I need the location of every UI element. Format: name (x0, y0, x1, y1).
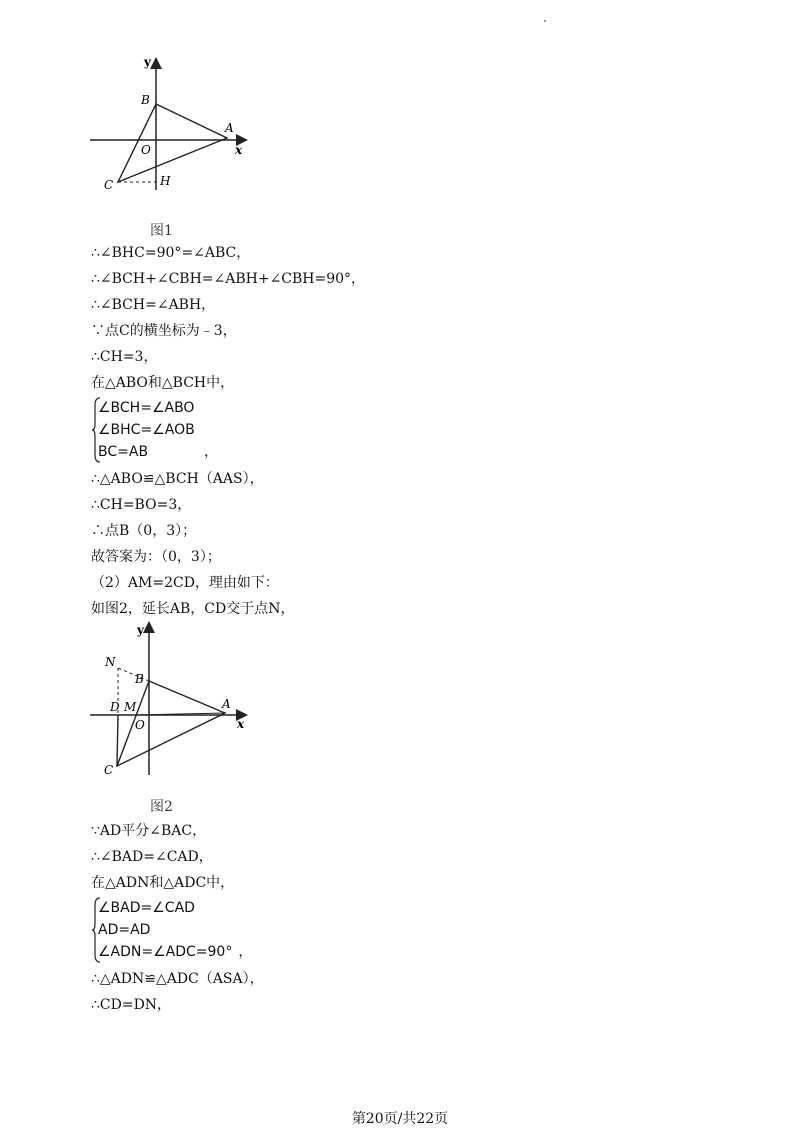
label-y: y (144, 55, 151, 69)
proof-line: ∴△ABO≌△BCH（AAS）， (91, 471, 264, 487)
proof-line: ∴CH=3， (91, 349, 158, 365)
system-row: ∠BCH=∠ABO (98, 400, 195, 416)
equation-system-2 (91, 897, 291, 963)
dashed-bn (118, 668, 149, 681)
equation-system-1 (91, 397, 291, 463)
label-c: C (104, 763, 114, 777)
page-footer: 第20页/共22页 (351, 1111, 449, 1127)
label-a: A (225, 121, 234, 135)
system-row: AD=AD (98, 922, 151, 938)
proof-line: ∵点C的横坐标为﹣3， (91, 323, 237, 339)
figure-2-diagram (85, 618, 260, 783)
left-brace (91, 397, 101, 463)
label-b: B (135, 672, 144, 686)
label-x: x (235, 143, 243, 157)
label-b: B (141, 93, 150, 107)
label-o: O (135, 718, 145, 732)
system-trail: ， (238, 944, 253, 960)
proof-line: ∴∠BAD=∠CAD， (91, 849, 213, 865)
system-row: ∠BAD=∠CAD (98, 900, 195, 916)
label-h: H (160, 174, 171, 188)
proof-line: ∴△ADN≌△ADC（ASA）， (91, 971, 264, 987)
label-x: x (237, 717, 245, 731)
label-o: O (141, 143, 151, 157)
triangle-abc (118, 104, 227, 182)
proof-line: ∴∠BCH=∠ABH， (91, 297, 216, 313)
system-row: ∠ADN=∠ADC=90° ， (98, 944, 253, 960)
proof-line: ∴CH=BO=3， (91, 497, 192, 513)
stray-mark (544, 20, 546, 22)
proof-line: 在△ABO和△BCH中， (91, 375, 235, 391)
triangle-abc (117, 681, 225, 766)
label-n: N (105, 655, 116, 669)
figure-2-caption: 图2 (150, 799, 173, 815)
label-y: y (137, 623, 144, 637)
label-c: C (104, 178, 114, 192)
segment-dc (117, 715, 118, 766)
left-brace (91, 897, 101, 963)
proof-line: 如图2，延长AB，CD交于点N， (91, 601, 295, 617)
proof-line: 故答案为：（0，3）； (91, 549, 221, 565)
proof-line: ∴∠BCH+∠CBH=∠ABH+∠CBH=90°， (91, 271, 366, 287)
proof-line: ∴点B（0，3）； (91, 523, 197, 539)
figure-1-diagram (85, 52, 260, 197)
proof-line: ∴∠BHC=90°=∠ABC， (91, 245, 251, 261)
figure-1-caption: 图1 (150, 223, 173, 239)
system-trail: ， (204, 444, 219, 460)
proof-line: （2）AM=2CD，理由如下： (91, 575, 279, 591)
proof-line: ∴CD=DN， (91, 997, 172, 1013)
system-row: ∠BHC=∠AOB (98, 422, 195, 438)
label-d: D (110, 700, 120, 714)
label-m: M (124, 700, 137, 714)
proof-line: 在△ADN和△ADC中， (91, 875, 235, 891)
system-row: BC=AB ， (98, 444, 219, 460)
label-a: A (222, 697, 231, 711)
proof-line: ∵AD平分∠BAC， (91, 823, 207, 839)
